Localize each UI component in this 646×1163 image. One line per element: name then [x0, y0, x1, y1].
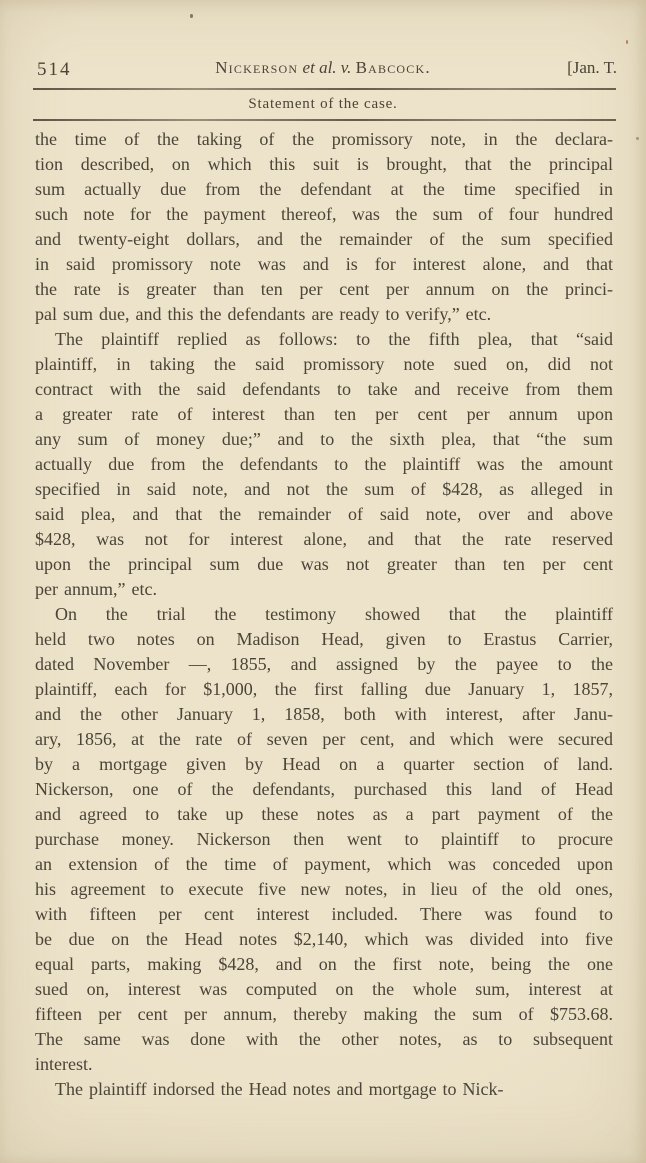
text-line: with fifteen per cent interest included. There was found to [35, 904, 613, 924]
text-line: his agreement to execute five new notes, in lieu of the old ones, [35, 879, 613, 899]
et-al-label: et al. [302, 58, 337, 77]
text-line: and agreed to take up these notes as a part payment of the [35, 804, 613, 824]
heading-rule [33, 119, 616, 121]
text-line: an extension of the time of payment, which was conceded upon [35, 854, 613, 874]
versus-label: v. [340, 58, 352, 77]
text-line: plaintiff, each for $1,000, the first falling due January 1, 1857, [35, 679, 613, 699]
body-text [35, 127, 613, 1102]
text-line: per annum,” etc. [35, 579, 157, 599]
defendant-name: Babcock. [355, 58, 431, 77]
section-heading: Statement of the case. [248, 96, 398, 112]
text-line: On the trial the testimony showed that the plaintiff [55, 604, 613, 624]
text-line: any sum of money due;” and to the sixth plea, that “the sum [35, 429, 613, 449]
text-line: and the other January 1, 1858, both with interest, after Janu- [35, 704, 613, 724]
text-line: Nickerson, one of the defendants, purchased this land of Head [35, 779, 613, 799]
page-number: 514 [37, 59, 72, 80]
text-line: actually due from the defendants to the plaintiff was the amount [35, 454, 613, 474]
text-line: contract with the said defendants to take and receive from them [35, 379, 613, 399]
text-line: The plaintiff indorsed the Head notes and mortgage to Nick- [55, 1079, 504, 1099]
ink-speck [190, 14, 193, 18]
text-line: a greater rate of interest than ten per cent per annum upon [35, 404, 613, 424]
page-header [0, 58, 646, 84]
ink-speck [636, 137, 639, 140]
text-line: pal sum due, and this the defendants are ready to verify,” etc. [35, 304, 492, 324]
text-line: ary, 1856, at the rate of seven per cent, and which were secured [35, 729, 613, 749]
text-line: held two notes on Madison Head, given to Erastus Carrier, [35, 629, 613, 649]
text-line: tion described, on which this suit is brought, that the principal [35, 154, 613, 174]
text-line: interest. [35, 1054, 93, 1074]
text-line: plaintiff, in taking the said promissory note sued on, did not [35, 354, 613, 374]
text-line: sued on, interest was computed on the whole sum, interest at [35, 979, 613, 999]
text-line: be due on the Head notes $2,140, which was divided into five [35, 929, 613, 949]
text-line: sum actually due from the defendant at the time specified in [35, 179, 613, 199]
text-line: dated November —, 1855, and assigned by the payee to the [35, 654, 613, 674]
text-line: such note for the payment thereof, was the sum of four hundred [35, 204, 613, 224]
running-head [0, 58, 646, 78]
text-line: The same was done with the other notes, as to subsequent [35, 1029, 613, 1049]
text-line: in said promissory note was and is for interest alone, and that [35, 254, 613, 274]
plaintiff-name: Nickerson [215, 58, 299, 77]
ink-speck [626, 40, 628, 44]
text-line: $428, was not for interest alone, and that the rate reserved [35, 529, 613, 549]
text-line: said plea, and that the remainder of said note, over and above [35, 504, 613, 524]
text-line: by a mortgage given by Head on a quarter section of land. [35, 754, 613, 774]
text-line: The plaintiff replied as follows: to the fifth plea, that “said [55, 329, 613, 349]
text-line: specified in said note, and not the sum of $428, as alleged in [35, 479, 613, 499]
text-line: purchase money. Nickerson then went to plaintiff to procure [35, 829, 613, 849]
header-rule [33, 88, 616, 90]
text-line: the time of the taking of the promissory note, in the declara- [35, 129, 613, 149]
text-line: upon the principal sum due was not greater than ten per cent [35, 554, 613, 574]
term-label: [Jan. T. [567, 58, 617, 77]
text-line: the rate is greater than ten per cent per annum on the princi- [35, 279, 613, 299]
text-line: fifteen per cent per annum, thereby making the sum of $753.68. [35, 1004, 613, 1024]
text-line: and twenty-eight dollars, and the remainder of the sum specified [35, 229, 613, 249]
text-line: equal parts, making $428, and on the first note, being the one [35, 954, 613, 974]
